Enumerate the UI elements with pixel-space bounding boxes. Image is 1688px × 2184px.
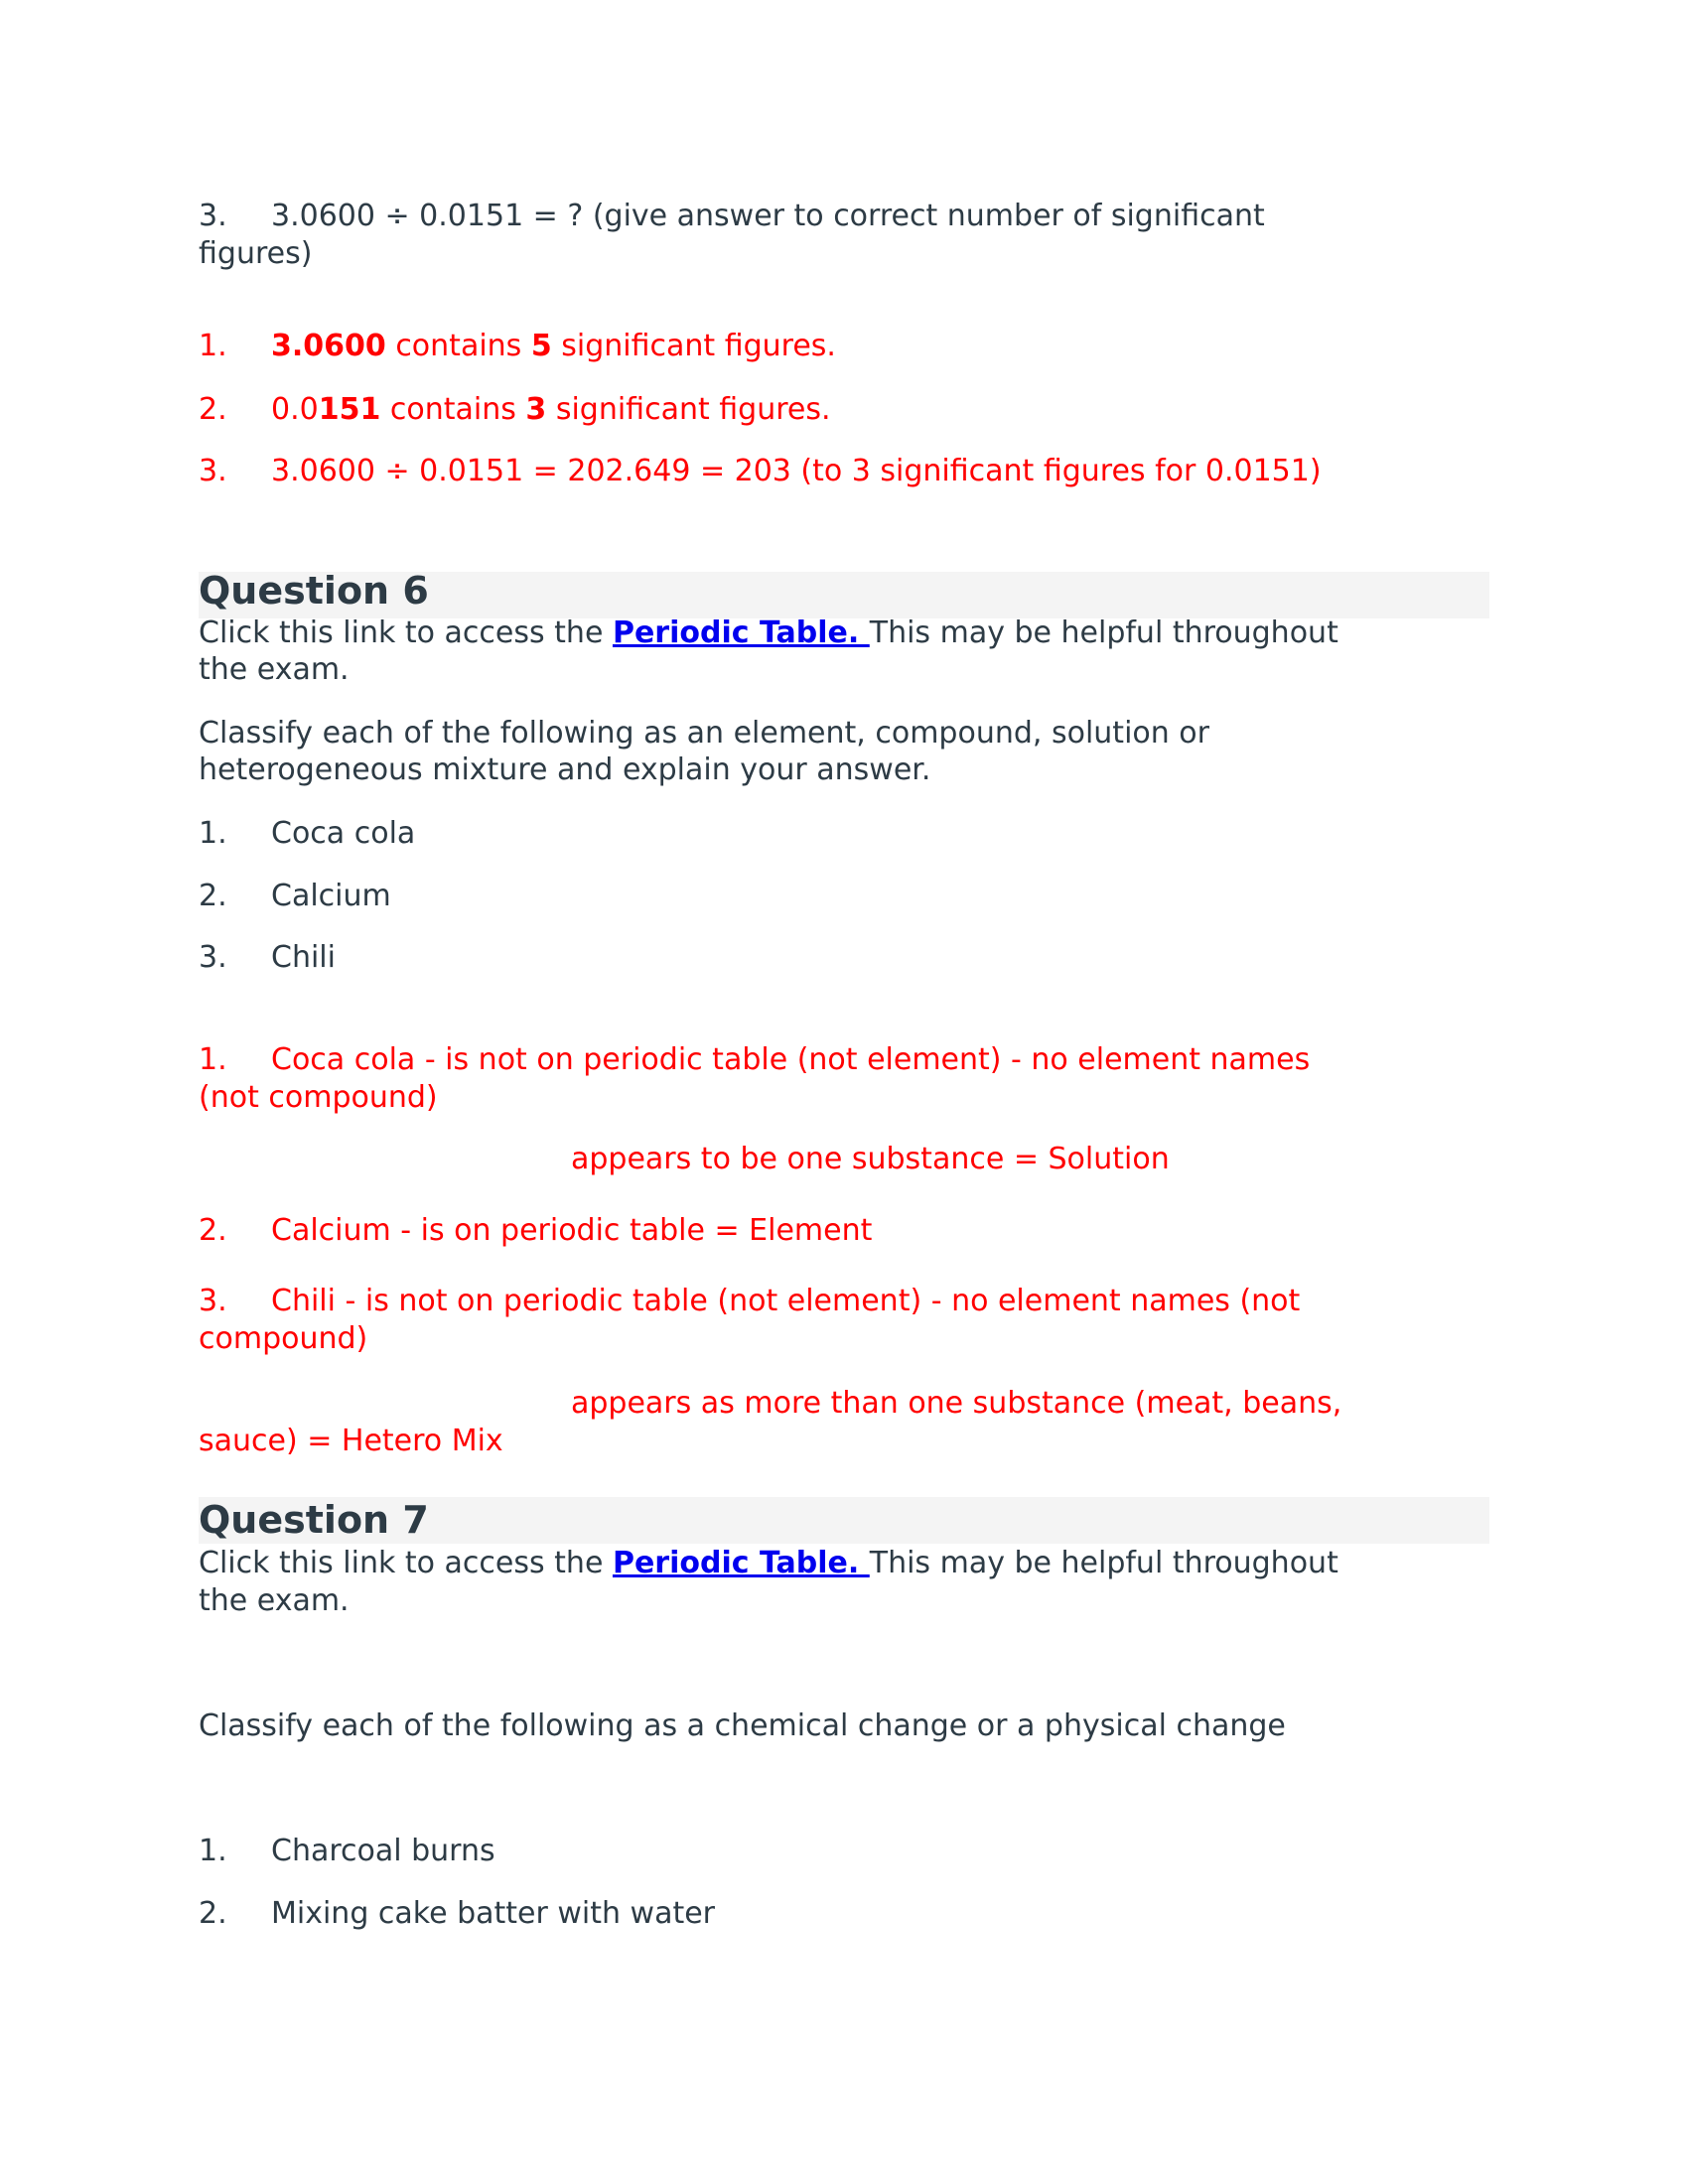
answer-text: Calcium - is on periodic table = Element <box>271 1213 873 1248</box>
list-number: 2. <box>199 1896 227 1931</box>
bold-count: 5 <box>530 329 552 363</box>
q7-intro-line2: the exam. <box>199 1583 350 1618</box>
intro-text: Click this link to access the <box>199 1546 613 1580</box>
answer-item <box>199 391 831 429</box>
list-item <box>199 1895 715 1933</box>
answer-continuation: appears to be one substance = Solution <box>571 1142 1170 1176</box>
list-item <box>199 815 415 853</box>
bold-count: 3 <box>525 392 547 427</box>
q7-intro-line1 <box>199 1545 1338 1582</box>
list-item-label: Charcoal burns <box>271 1834 495 1868</box>
answer-continuation: appears as more than one substance (meat, beans, <box>571 1386 1342 1421</box>
answer-item <box>199 328 836 365</box>
answer-text: 3.0600 ÷ 0.0151 = 202.649 = 203 (to 3 significant figures for 0.0151) <box>271 454 1322 488</box>
list-number: 3. <box>199 199 227 233</box>
periodic-table-link[interactable]: Periodic Table. <box>612 615 870 650</box>
answer-continuation: sauce) = Hetero Mix <box>199 1424 503 1458</box>
list-item <box>199 878 391 915</box>
question-6-title: Question 6 <box>199 569 429 613</box>
periodic-table-link[interactable]: Periodic Table. <box>612 1546 870 1580</box>
list-item-label: Calcium <box>271 879 391 913</box>
list-number: 2. <box>199 879 227 913</box>
answer-text: significant figures. <box>551 329 836 363</box>
intro-text: Click this link to access the <box>199 615 613 650</box>
answer-continuation: (not compound) <box>199 1080 438 1115</box>
answer-item <box>199 1212 872 1250</box>
bold-value: 151 <box>318 392 381 427</box>
list-number: 2. <box>199 392 227 427</box>
answer-item <box>199 1041 1310 1079</box>
list-item-label: Chili <box>271 940 336 975</box>
bold-value: 3.0600 <box>271 329 386 363</box>
answer-text: Chili - is not on periodic table (not element) - no element names (not <box>271 1284 1301 1318</box>
answer-text: significant figures. <box>546 392 831 427</box>
answer-text: contains <box>380 392 526 427</box>
q6-intro-line2: the exam. <box>199 652 350 687</box>
list-number: 1. <box>199 329 227 363</box>
list-number: 3. <box>199 454 227 488</box>
list-item-label: Mixing cake batter with water <box>271 1896 716 1931</box>
answer-text: Coca cola - is not on periodic table (not element) - no element names <box>271 1042 1311 1077</box>
q7-prompt: Classify each of the following as a chemical change or a physical change <box>199 1708 1286 1743</box>
question-7-title: Question 7 <box>199 1498 429 1542</box>
list-number: 3. <box>199 940 227 975</box>
q6-prompt-line1: Classify each of the following as an element, compound, solution or <box>199 716 1209 751</box>
answer-text: 0.0 <box>271 392 319 427</box>
list-number: 2. <box>199 1213 227 1248</box>
intro-text: This may be helpful throughout <box>869 615 1338 650</box>
list-item <box>199 1833 495 1870</box>
list-number: 1. <box>199 1834 227 1868</box>
list-item-label: Coca cola <box>271 816 416 851</box>
q5-part3-line1 <box>199 198 1265 235</box>
answer-continuation: compound) <box>199 1321 368 1356</box>
q6-intro-line1 <box>199 614 1338 652</box>
answer-item <box>199 1283 1300 1320</box>
intro-text: This may be helpful throughout <box>869 1546 1338 1580</box>
q5-part3-text: 3.0600 ÷ 0.0151 = ? (give answer to correct number of significant <box>271 199 1265 233</box>
list-number: 3. <box>199 1284 227 1318</box>
q5-part3-line2: figures) <box>199 236 313 271</box>
answer-item <box>199 453 1322 490</box>
answer-text: contains <box>385 329 531 363</box>
list-number: 1. <box>199 1042 227 1077</box>
list-item <box>199 939 336 977</box>
q6-prompt-line2: heterogeneous mixture and explain your answer. <box>199 752 931 787</box>
list-number: 1. <box>199 816 227 851</box>
